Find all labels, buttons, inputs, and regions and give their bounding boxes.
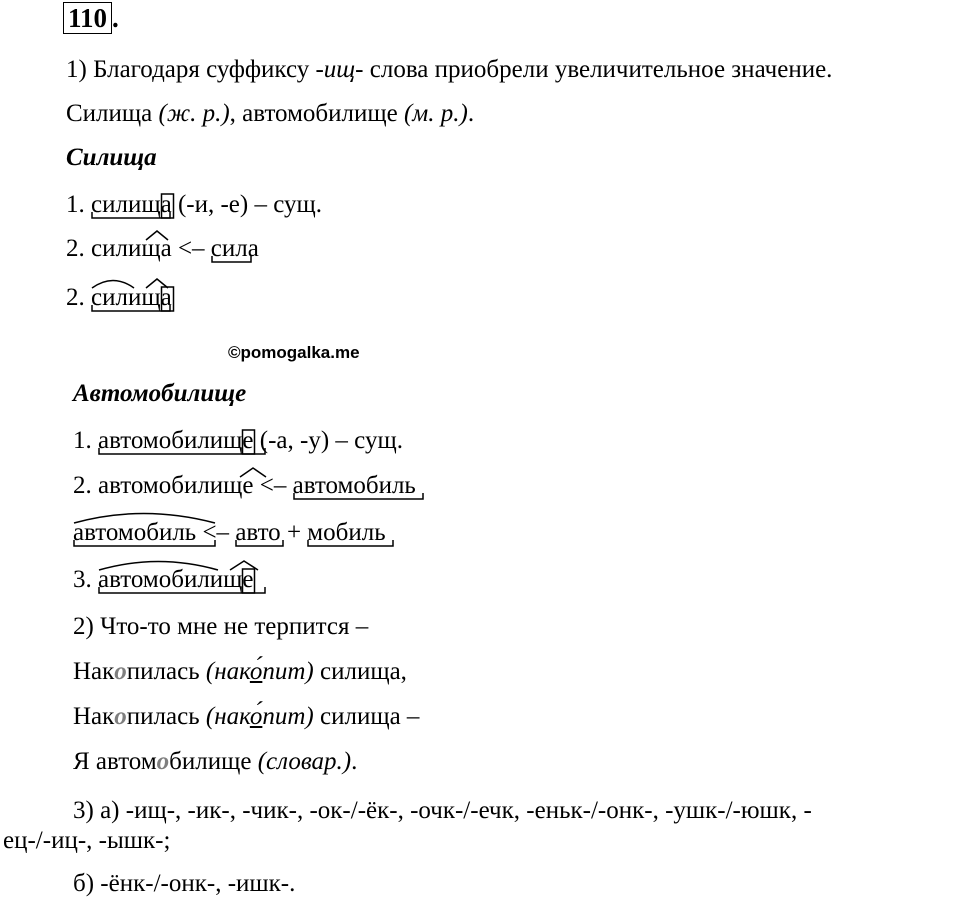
stem-word bbox=[98, 426, 242, 456]
stressed-vowel: о́ bbox=[249, 658, 263, 685]
compound-word bbox=[73, 518, 196, 548]
poem-text: пилась bbox=[126, 658, 206, 685]
vowel-highlight: о bbox=[114, 703, 127, 730]
stem-word bbox=[91, 190, 161, 220]
watermark: ©pomogalka.me bbox=[228, 343, 360, 362]
derivation-arrow: <– bbox=[253, 472, 293, 499]
intro-text-1: 1) Благодаря суффиксу bbox=[66, 56, 316, 83]
avto-line-1 bbox=[73, 426, 403, 456]
base-word bbox=[211, 234, 259, 264]
avto-line-4 bbox=[73, 565, 254, 595]
poem-line-3 bbox=[73, 747, 357, 777]
avto-line-2 bbox=[73, 471, 416, 501]
root-2 bbox=[307, 518, 385, 548]
examples-line bbox=[66, 99, 474, 129]
ending-text: а bbox=[160, 284, 172, 311]
base-word-text: сила bbox=[210, 235, 259, 262]
example-end: . bbox=[467, 100, 475, 127]
morphemic-word bbox=[98, 565, 242, 595]
poem-line-2 bbox=[73, 702, 419, 732]
example-word-2: , автомобилище bbox=[229, 100, 404, 127]
derived-word bbox=[98, 471, 254, 501]
check-word-part: пит) bbox=[262, 658, 314, 685]
derived-word-text: автомобилище bbox=[98, 472, 254, 499]
line-number: 3. bbox=[73, 566, 98, 593]
intro-text-2: слова приобрели увеличительное значение. bbox=[363, 56, 833, 83]
stem-text: автомобилищ bbox=[98, 427, 243, 454]
exercise-number-box: 110 bbox=[63, 2, 112, 34]
line-number: 1. bbox=[66, 191, 91, 218]
check-word bbox=[206, 658, 314, 685]
morphemic-stem-text: силищ bbox=[91, 284, 161, 311]
check-word-part: (нак bbox=[205, 703, 250, 730]
silishcha-line-1 bbox=[66, 190, 322, 220]
derived-word bbox=[91, 234, 172, 264]
morphemic-stem-text: автомобилищ bbox=[98, 566, 243, 593]
line-number: 2. bbox=[66, 284, 91, 311]
heading-avtomobilishche: Автомобилище bbox=[73, 380, 247, 407]
root-2-text: мобиль bbox=[307, 519, 386, 546]
pos-text: (-и, -е) – сущ. bbox=[171, 191, 322, 218]
ending-text: е bbox=[242, 427, 254, 454]
example-gender-2: (м. р.) bbox=[403, 100, 468, 127]
exercise-number bbox=[63, 3, 119, 33]
dictionary-note: (словар.) bbox=[257, 748, 352, 775]
poem-text: пилась bbox=[126, 703, 206, 730]
poem-line-1 bbox=[73, 657, 407, 687]
suffixes-line-a2: ец-/-иц-, -ышк-; bbox=[3, 827, 171, 854]
poem-text: силища, bbox=[313, 658, 407, 685]
stem-text: силищ bbox=[91, 191, 161, 218]
suffixes-line-b: б) -ёнк-/-онк-, -ишк-. bbox=[73, 870, 296, 897]
ending-box bbox=[242, 565, 253, 595]
poem-intro: 2) Что-то мне не терпится – bbox=[73, 613, 369, 640]
base-word-text: автомобиль bbox=[292, 472, 416, 499]
poem-text: Нак bbox=[73, 658, 115, 685]
suffixes-line-a1: 3) а) -ищ-, -ик-, -чик-, -ок-/-ёк-, -очк-/-ечк, -еньк-/-онк-, -ушк-/-юшк, - bbox=[73, 797, 812, 824]
check-word bbox=[206, 703, 314, 730]
intro-line bbox=[66, 55, 832, 85]
root-1 bbox=[235, 518, 280, 548]
base-word bbox=[293, 471, 416, 501]
heading-silishcha: Силища bbox=[66, 144, 157, 171]
line-number: 1. bbox=[73, 427, 98, 454]
line-number: 2. bbox=[73, 472, 98, 499]
ending-text: е bbox=[242, 566, 254, 593]
plus-sign: + bbox=[280, 519, 308, 546]
vowel-highlight: о bbox=[114, 658, 127, 685]
poem-text: билище bbox=[169, 748, 258, 775]
ending-box bbox=[161, 190, 172, 220]
ending-box bbox=[242, 426, 253, 456]
intro-suffix: -ищ- bbox=[315, 56, 364, 83]
poem-text: Нак bbox=[73, 703, 115, 730]
avto-line-3 bbox=[73, 518, 386, 548]
pos-text: (-а, -у) – сущ. bbox=[253, 427, 403, 454]
vowel-highlight: о bbox=[156, 748, 170, 775]
example-gender-1: (ж. р.) bbox=[158, 100, 230, 127]
poem-text: силища – bbox=[313, 703, 420, 730]
silishcha-line-3 bbox=[66, 283, 172, 313]
example-word-1: Силища bbox=[66, 100, 159, 127]
exercise-number-period: . bbox=[112, 3, 119, 33]
silishcha-line-2 bbox=[66, 234, 259, 264]
derivation-arrow: <– bbox=[171, 235, 211, 262]
compound-word-text: автомобиль bbox=[73, 519, 197, 546]
check-word-part: пит) bbox=[262, 703, 314, 730]
poem-text: Я автом bbox=[73, 748, 157, 775]
line-number: 2. bbox=[66, 235, 91, 262]
check-word-part: (нак bbox=[205, 658, 250, 685]
derivation-arrow: <– bbox=[196, 519, 236, 546]
ending-box bbox=[161, 283, 172, 313]
derived-word-text: силища bbox=[91, 235, 172, 262]
poem-text: . bbox=[351, 748, 358, 775]
stressed-vowel: о́ bbox=[249, 703, 263, 730]
morphemic-word bbox=[91, 283, 161, 313]
root-1-text: авто bbox=[235, 519, 281, 546]
ending-text: а bbox=[160, 191, 172, 218]
